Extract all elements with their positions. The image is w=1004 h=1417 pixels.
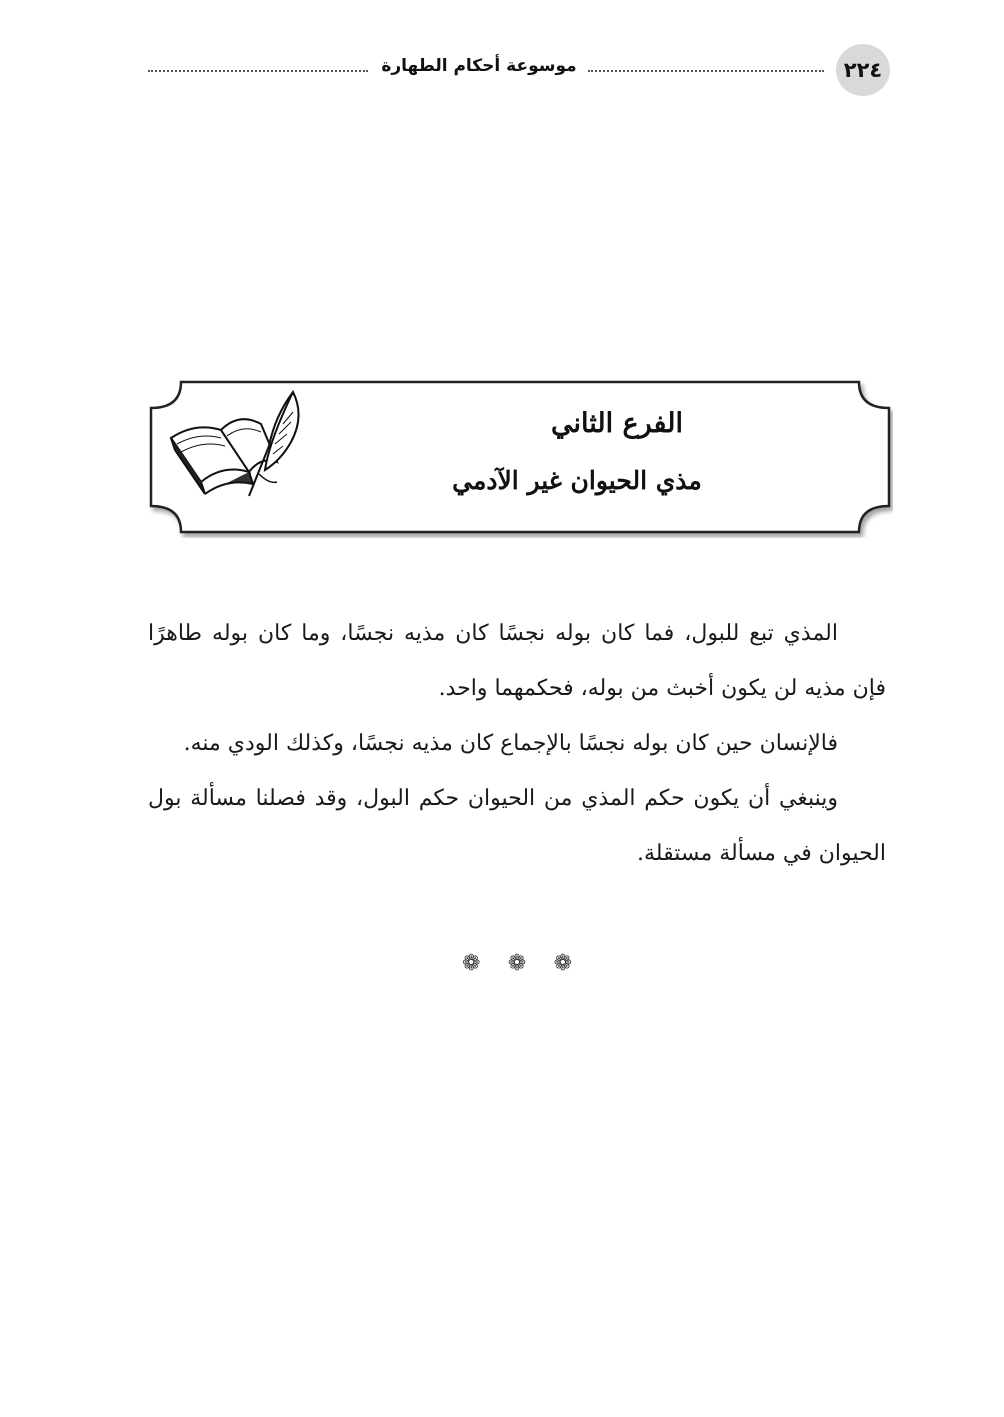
section-separator <box>462 948 572 978</box>
section-subtitle: مذي الحيوان غير الآدمي <box>452 466 702 495</box>
paragraph: فالإنسان حين كان بوله نجسًا بالإجماع كان مذيه نجسًا، وكذلك الودي منه. <box>183 731 838 756</box>
page-number: ٢٢٤ <box>836 44 890 96</box>
paragraph: المذي تبع للبول، فما كان بوله نجسًا كان مذيه نجسًا، وما كان بوله طاهرًا فإن مذيه لن يكون أخبث من بوله، فحكمهما واحد. <box>148 621 886 701</box>
section-title: الفرع الثاني <box>551 408 683 439</box>
paragraph: وينبغي أن يكون حكم المذي من الحيوان حكم البول، وقد فصلنا مسألة بول الحيوان في مسألة مستقلة. <box>148 786 886 866</box>
section-heading-frame <box>147 378 893 538</box>
header-dotted-rule-right <box>588 70 824 72</box>
book-title: موسوعة أحكام الطهارة <box>381 56 577 76</box>
header-dotted-rule-left <box>148 70 368 72</box>
flower-ornament-icon: ❁ <box>462 950 481 976</box>
book-and-quill-icon <box>165 386 305 506</box>
running-header <box>148 44 890 96</box>
body-text <box>148 606 886 881</box>
flower-ornament-icon: ❁ <box>553 950 572 976</box>
flower-ornament-icon: ❁ <box>507 950 527 976</box>
